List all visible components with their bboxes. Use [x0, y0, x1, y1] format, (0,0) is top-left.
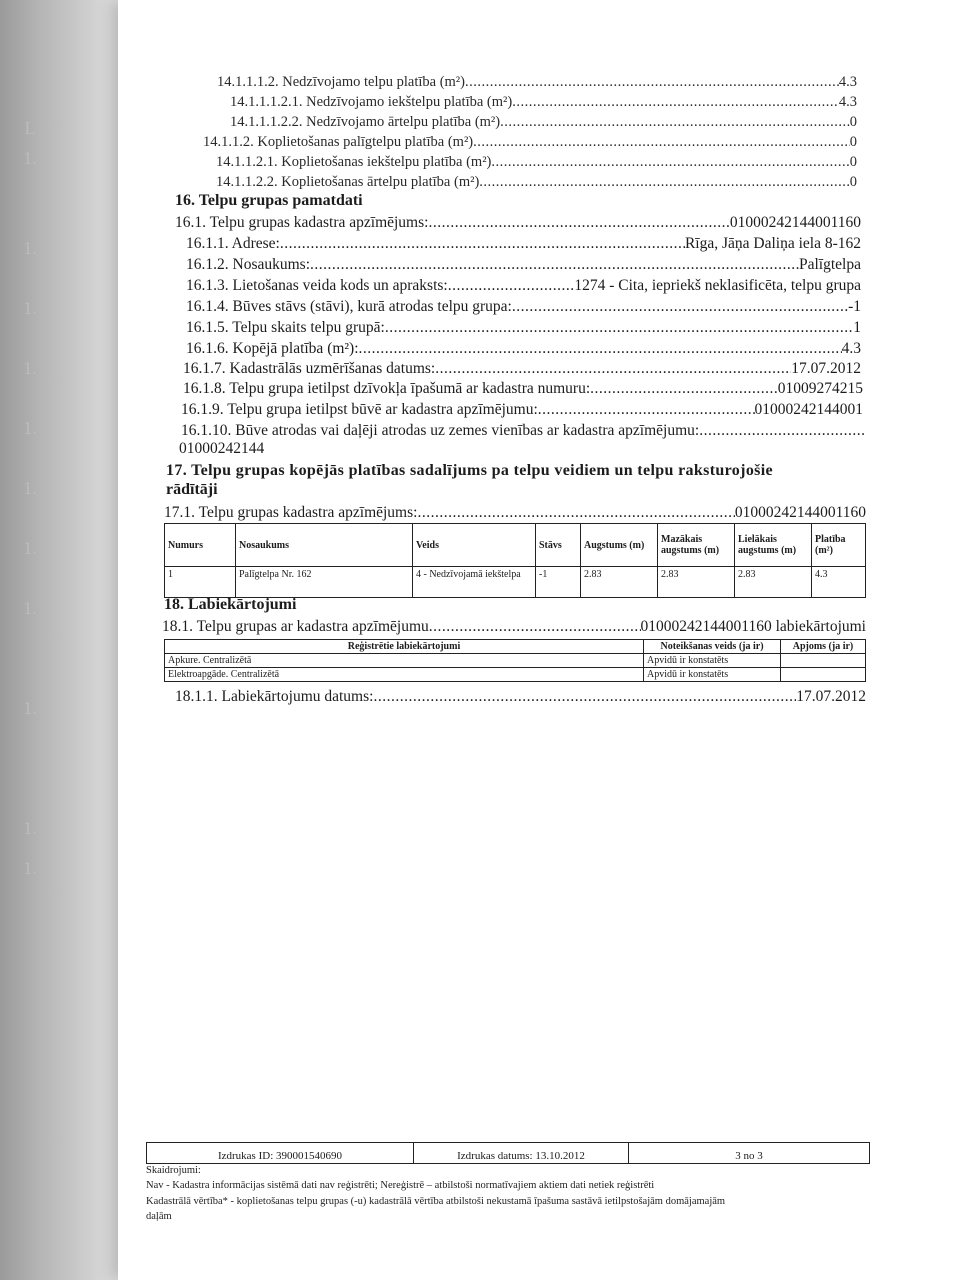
cadastre-line: 17.1. Telpu grupas kadastra apzīmējums: ..... 01000242144001160	[164, 503, 866, 523]
spine-text: 1.	[23, 358, 37, 378]
section-heading-cont: rādītāji	[166, 481, 218, 498]
column-header: Mazākais augstums (m)	[658, 524, 735, 567]
spine-text: 1.	[23, 598, 37, 618]
spine-text: 1.	[23, 418, 37, 438]
cadastre-line: 18.1. Telpu grupas ar kadastra apzīmējumu ..... 01000242144001160 labiekārtojumi	[162, 617, 866, 637]
table-header-row	[165, 524, 866, 567]
table-cell: 1	[165, 567, 236, 598]
area-line: 14.1.1.2. Koplietošanas palīgtelpu platība (m²) ..... 0	[203, 132, 857, 152]
field-line: 16.1.9. Telpu grupa ietilpst būvē ar kadastra apzīmējumu: ..... 01000242144001	[181, 400, 863, 420]
area-line: 14.1.1.2.2. Koplietošanas ārtelpu platība (m²) ..... 0	[216, 172, 857, 192]
table-header-row	[165, 640, 866, 654]
section-heading: 17. Telpu grupas kopējās platības sadalījums pa telpu veidiem un telpu raksturojošie	[166, 462, 774, 479]
spine-text: 1.	[23, 818, 37, 838]
print-date: Izdrukas datums: 13.10.2012	[414, 1143, 629, 1163]
column-header: Numurs	[165, 524, 236, 567]
column-header: Augstums (m)	[581, 524, 658, 567]
table-row	[165, 654, 866, 668]
table-cell: Palīgtelpa Nr. 162	[236, 567, 413, 598]
column-header: Apjoms (ja ir)	[781, 640, 866, 654]
spine-text: L	[24, 118, 36, 138]
table-cell: Elektroapgāde. Centralizētā	[165, 668, 644, 682]
column-header: Veids	[413, 524, 536, 567]
field-line: 16.1.10. Būve atrodas vai daļēji atrodas uz zemes vienības ar kadastra apzīmējumu: .....	[181, 421, 865, 441]
section-heading: 18. Labiekārtojumi	[164, 596, 297, 613]
field-line: 16.1.7. Kadastrālās uzmērīšanas datums: ..... 17.07.2012	[183, 359, 861, 379]
cadastre-line: 16.1. Telpu grupas kadastra apzīmējums: ..... 01000242144001160	[175, 213, 861, 233]
field-line: 16.1.6. Kopējā platība (m²): ..... 4.3	[186, 339, 861, 359]
page-number: 3 no 3	[735, 1150, 763, 1162]
spine-text: 1.	[23, 538, 37, 558]
column-header: Noteikšanas veids (ja ir)	[644, 640, 781, 654]
spine-text: 1.	[23, 478, 37, 498]
amenities-table	[164, 639, 866, 682]
column-header: Nosaukums	[236, 524, 413, 567]
spine-text: 1.	[23, 238, 37, 258]
table-cell: Apkure. Centralizētā	[165, 654, 644, 668]
table-cell: 4 - Nedzīvojamā iekštelpa	[413, 567, 536, 598]
spine-text: 1.	[23, 298, 37, 318]
land-unit-value: 01000242144	[179, 440, 265, 457]
field-line: 16.1.1. Adrese: ..... Rīga, Jāņa Daliņa iela 8-162	[186, 234, 861, 254]
note-line: Nav - Kadastra informācijas sistēmā dati nav reģistrēti; Nereģistrē – atbilstoši normatīvajiem aktiem dati netiek reģistrēti	[146, 1180, 655, 1191]
column-header: Platība (m²)	[812, 524, 866, 567]
field-line: 16.1.8. Telpu grupa ietilpst dzīvokļa īpašumā ar kadastra numuru: ..... 01009274215	[183, 379, 863, 399]
column-header: Reģistrētie labiekārtojumi	[165, 640, 644, 654]
field-line: 16.1.5. Telpu skaits telpu grupā: ..... 1	[186, 318, 861, 338]
spine-text: 1.	[23, 858, 37, 878]
table-cell: 2.83	[735, 567, 812, 598]
area-line: 14.1.1.1.2.2. Nedzīvojamo ārtelpu platība (m²) ..... 0	[230, 112, 857, 132]
table-row	[165, 567, 866, 598]
print-id: Izdrukas ID: 390001540690	[147, 1143, 414, 1163]
note-line: daļām	[146, 1211, 172, 1222]
table-cell: 2.83	[581, 567, 658, 598]
spine-text: 1.	[23, 148, 37, 168]
field-line: 16.1.3. Lietošanas veida kods un apraksts: ..... 1274 - Cita, iepriekš neklasificēta, telpu grupa	[186, 276, 861, 296]
note-line: Kadastrālā vērtība* - koplietošanas telpu grupas (-u) kadastrālā vērtība atbilstoši nekustamā īpašuma sastāvā ietilpstošajām domājamajām	[146, 1196, 726, 1207]
table-row	[165, 668, 866, 682]
table-cell: -1	[536, 567, 581, 598]
table-cell	[781, 654, 866, 668]
table-cell: Apvidū ir konstatēts	[644, 668, 781, 682]
amenities-date-line: 18.1.1. Labiekārtojumu datums: ..... 17.07.2012	[175, 687, 866, 707]
area-line: 14.1.1.1.2.1. Nedzīvojamo iekštelpu platība (m²) ..... 4.3	[230, 92, 857, 112]
table-cell: Apvidū ir konstatēts	[644, 654, 781, 668]
table-cell	[781, 668, 866, 682]
area-line: 14.1.1.1.2. Nedzīvojamo telpu platība (m²) ..... 4.3	[217, 72, 857, 92]
section-heading: 16. Telpu grupas pamatdati	[175, 192, 363, 209]
print-info-box	[146, 1142, 870, 1164]
area-line: 14.1.1.2.1. Koplietošanas iekštelpu platība (m²) ..... 0	[216, 152, 857, 172]
spine-text: 1.	[23, 698, 37, 718]
notes-title: Skaidrojumi:	[146, 1165, 201, 1176]
table-cell: 4.3	[812, 567, 866, 598]
table-cell: 2.83	[658, 567, 735, 598]
column-header: Stāvs	[536, 524, 581, 567]
field-line: 16.1.2. Nosaukums: ..... Palīgtelpa	[186, 255, 861, 275]
room-areas-table	[164, 523, 866, 598]
column-header: Lielākais augstums (m)	[735, 524, 812, 567]
field-line: 16.1.4. Būves stāvs (stāvi), kurā atrodas telpu grupa: ..... -1	[186, 297, 861, 317]
